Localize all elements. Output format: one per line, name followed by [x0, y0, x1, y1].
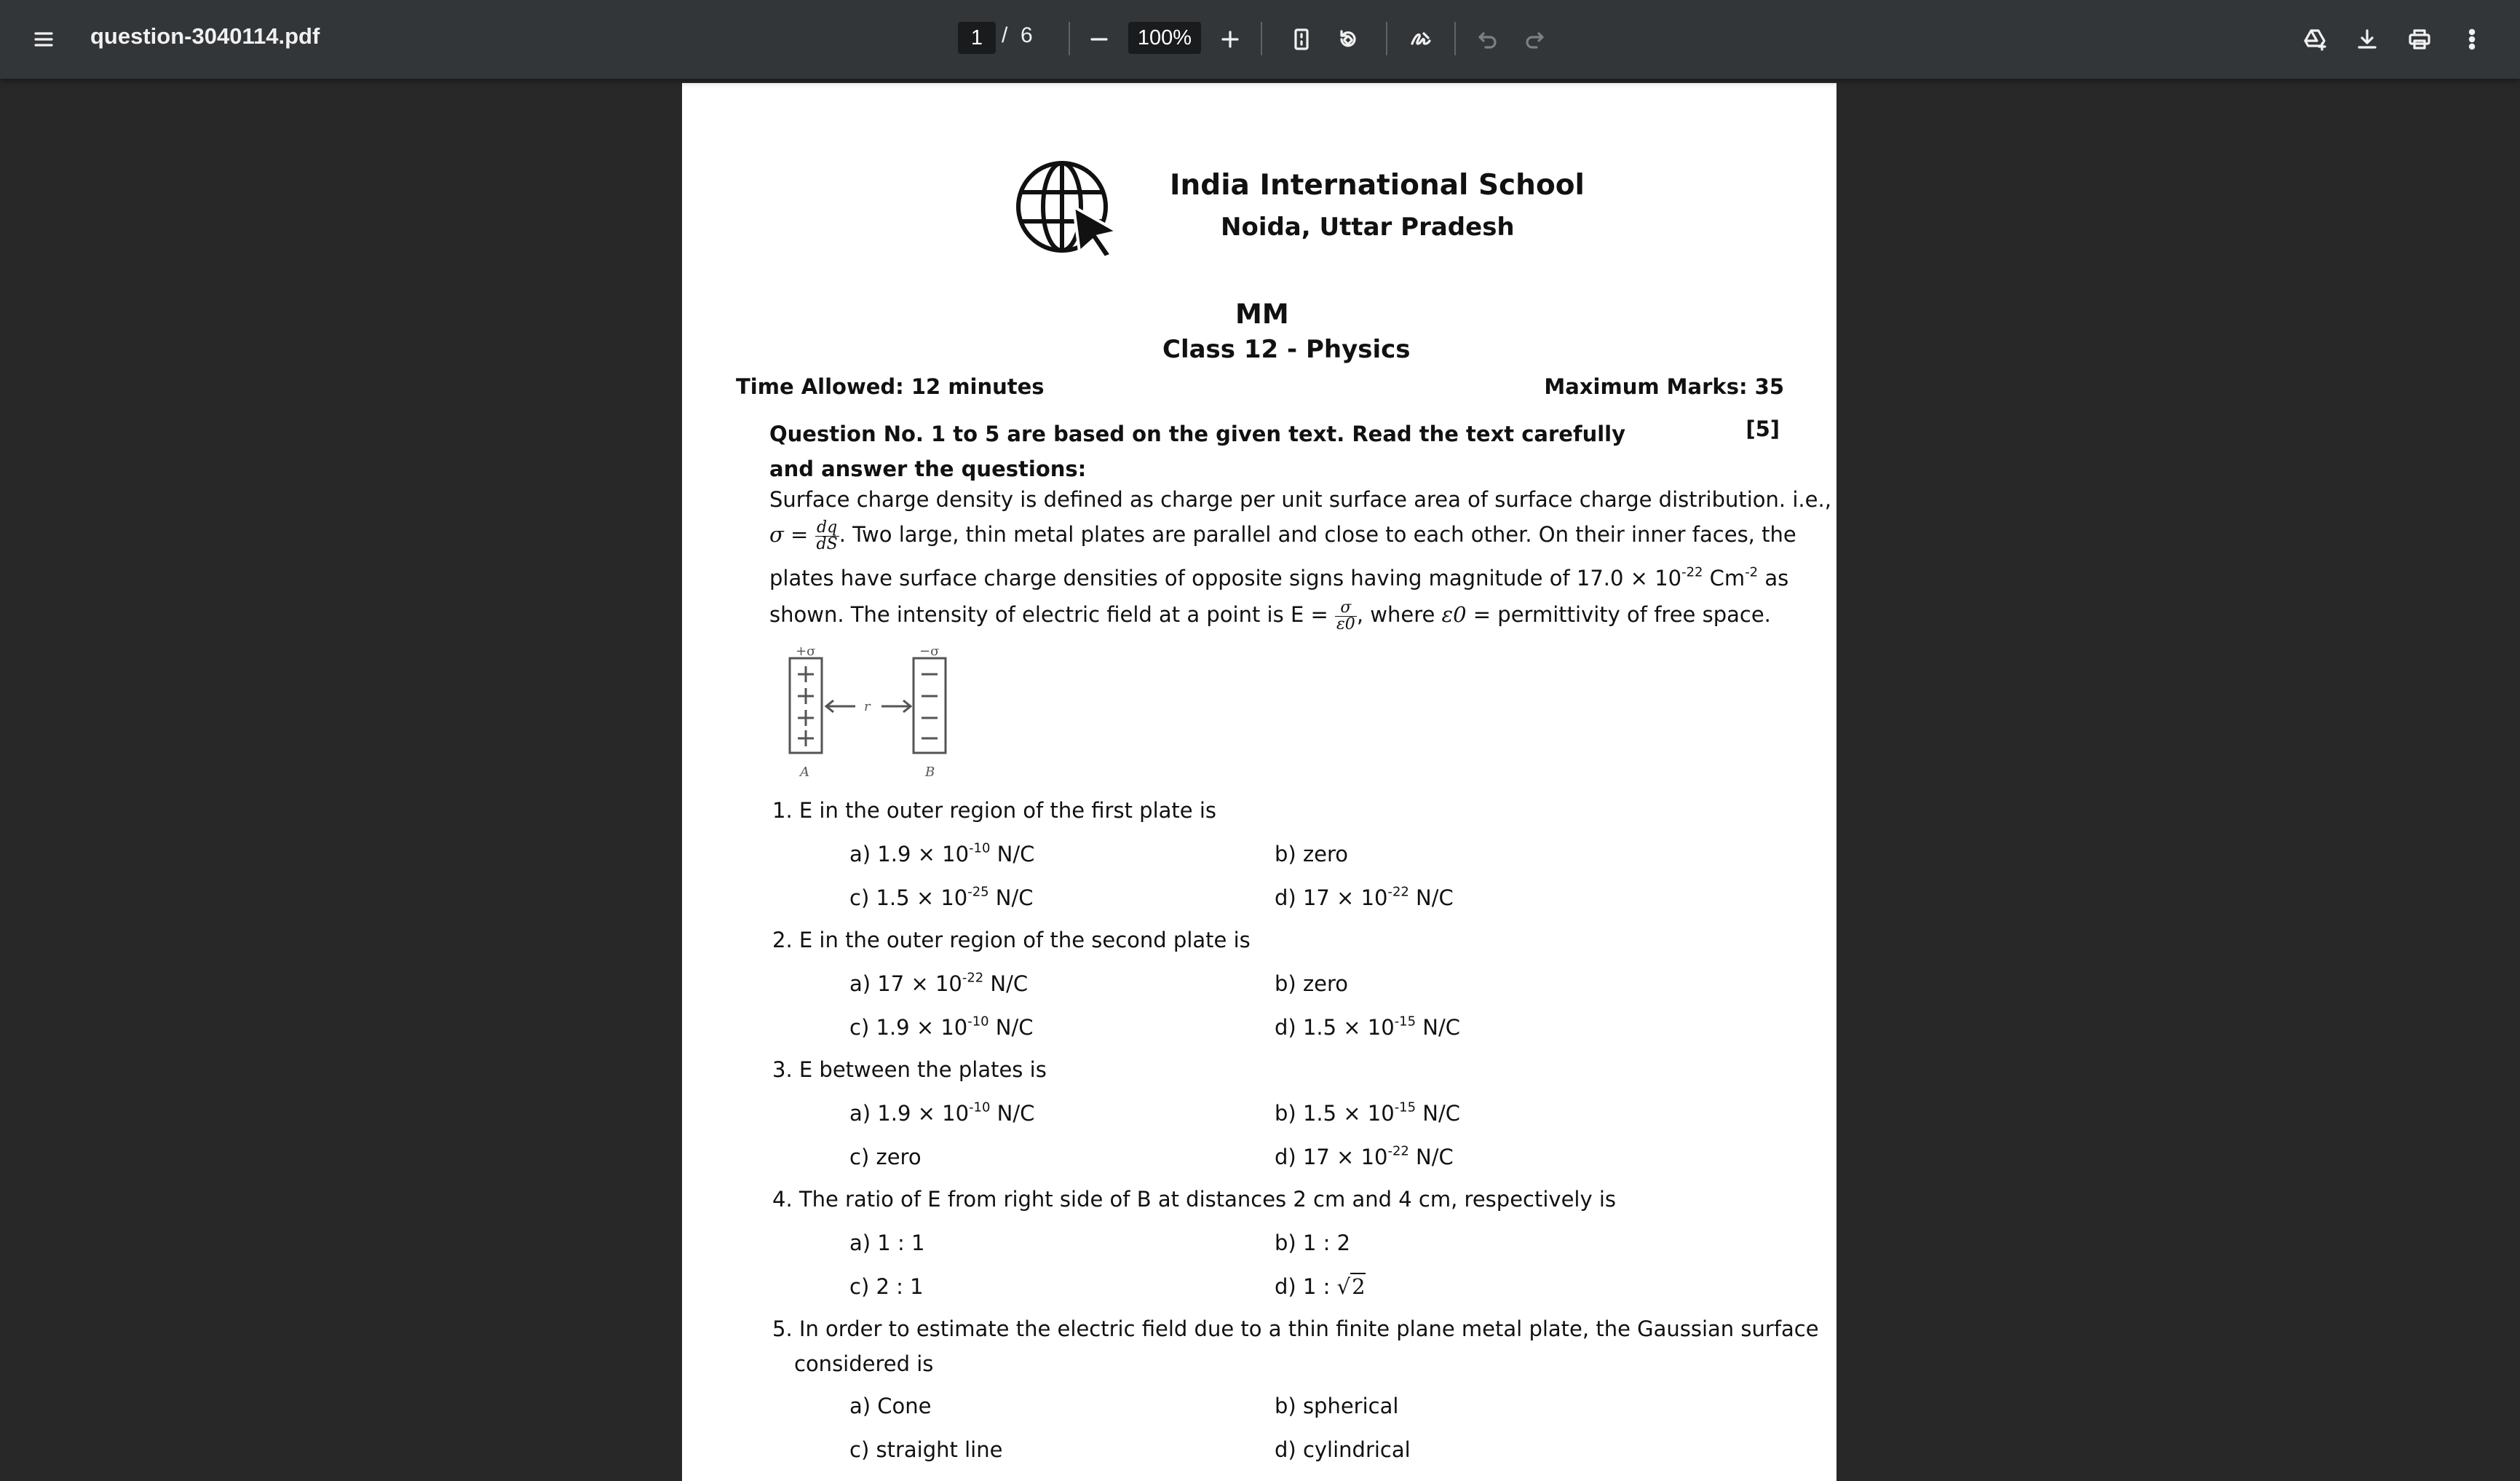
toolbar-divider	[1261, 22, 1262, 55]
passage-line-2: σ = $\frac{dq}{dS}$ . Two large, thin metal plates are parallel and close to each other. On their inner faces, the	[769, 518, 1796, 553]
q2-option-a: a) $17 \times 10^{-22}$ N/C	[849, 970, 1029, 996]
maximum-marks: Maximum Marks: 35	[1544, 374, 1784, 399]
q1-option-b: b) zero	[1275, 842, 1349, 866]
toolbar-divider	[1386, 22, 1387, 55]
section-marks: [5]	[1746, 416, 1780, 441]
more-vert-icon	[2457, 25, 2487, 54]
question-5-continued: considered is	[794, 1351, 934, 1376]
passage-line-1: Surface charge density is defined as charge per unit surface area of surface charge distribution. i.e.,	[769, 487, 1831, 512]
menu-button[interactable]	[20, 16, 67, 63]
minus-icon	[1085, 25, 1114, 54]
q2-option-c: c) $1.9 \times 10^{-10}$ N/C	[849, 1014, 1034, 1040]
toolbar-divider	[1069, 22, 1070, 55]
toolbar-divider	[1454, 22, 1456, 55]
figure-plus-sigma: +σ	[796, 644, 816, 659]
fit-page-icon	[1287, 25, 1316, 54]
q4-option-a: a) 1 : 1	[849, 1231, 925, 1255]
q1-option-a: a) $1.9 \times 10^{-10}$ N/C	[849, 840, 1035, 866]
download-button[interactable]	[2344, 16, 2390, 63]
school-logo-globe-icon	[1014, 156, 1123, 258]
fraction-dq-ds: $\frac{dq}{dS}$	[816, 518, 838, 553]
school-name: India International School	[1170, 169, 1585, 202]
passage-line-4: shown. The intensity of electric field at a point is E = $\frac{\sigma}{\varepsilon 0}$ , where ε0 = permittivity of free space.	[769, 598, 1771, 633]
q3-option-b: b) $1.5 \times 10^{-15}$ N/C	[1275, 1099, 1460, 1126]
redo-icon	[1520, 25, 1549, 54]
hamburger-menu-icon	[29, 25, 58, 54]
exam-title: MM	[1235, 299, 1289, 330]
passage-line-3: plates have surface charge densities of opposite signs having magnitude of $17.0 \times 10^{-22}$ $Cm^{-2}$ as	[769, 564, 1789, 591]
question-2: 2. E in the outer region of the second plate is	[772, 928, 1251, 952]
q3-option-d: d) $17 \times 10^{-22}$ N/C	[1275, 1143, 1454, 1169]
q3-option-a: a) $1.9 \times 10^{-10}$ N/C	[849, 1099, 1035, 1126]
figure-distance-r: r	[864, 699, 871, 714]
zoom-out-button[interactable]	[1076, 16, 1122, 63]
figure-label-a: A	[800, 765, 809, 780]
fraction-sigma-eps0: $\frac{\sigma}{\varepsilon 0}$	[1336, 598, 1355, 633]
time-allowed: Time Allowed: 12 minutes	[736, 374, 1045, 399]
print-icon	[2405, 25, 2434, 54]
sqrt-2: √2	[1336, 1274, 1366, 1299]
redo-button[interactable]	[1511, 16, 1558, 63]
page-number-input[interactable]: 1	[958, 22, 996, 54]
pdf-page	[682, 83, 1836, 1481]
charged-plates-figure	[774, 644, 948, 791]
q4-option-b: b) 1 : 2	[1275, 1231, 1351, 1255]
download-icon	[2353, 25, 2382, 54]
q5-option-d: d) cylindrical	[1275, 1437, 1411, 1462]
question-1: 1. E in the outer region of the first plate is	[772, 798, 1217, 823]
q5-option-b: b) spherical	[1275, 1394, 1399, 1418]
question-3: 3. E between the plates is	[772, 1057, 1047, 1082]
q1-option-c: c) $1.5 \times 10^{-25}$ N/C	[849, 884, 1034, 910]
print-button[interactable]	[2396, 16, 2443, 63]
undo-button[interactable]	[1465, 16, 1511, 63]
drive-add-icon	[2300, 25, 2329, 54]
zoom-in-button[interactable]	[1207, 16, 1253, 63]
rotate-button[interactable]	[1325, 16, 1371, 63]
q2-option-d: d) $1.5 \times 10^{-15}$ N/C	[1275, 1014, 1460, 1040]
page-separator: /	[1002, 23, 1008, 47]
q3-option-c: c) zero	[849, 1145, 922, 1169]
question-4: 4. The ratio of E from right side of B at distances 2 cm and 4 cm, respectively is	[772, 1187, 1617, 1212]
draw-button[interactable]	[1398, 16, 1444, 63]
save-to-drive-button[interactable]	[2291, 16, 2338, 63]
q5-option-a: a) Cone	[849, 1394, 932, 1418]
figure-label-b: B	[925, 765, 935, 780]
zoom-level-input[interactable]: 100%	[1128, 22, 1201, 54]
q2-option-b: b) zero	[1275, 971, 1349, 996]
document-viewer[interactable]	[0, 79, 2520, 1465]
q4-option-d: d) 1 : √2	[1275, 1274, 1366, 1299]
figure-minus-sigma: −σ	[919, 644, 940, 659]
undo-icon	[1473, 25, 1502, 54]
pdf-toolbar	[0, 0, 2520, 79]
page-count: 6	[1021, 23, 1033, 47]
rotate-icon	[1334, 25, 1363, 54]
q5-option-c: c) straight line	[849, 1437, 1003, 1462]
plus-icon	[1216, 25, 1245, 54]
file-name: question-3040114.pdf	[90, 23, 320, 49]
question-instructions: Question No. 1 to 5 are based on the given text. Read the text carefully and answer the questions:	[769, 422, 1626, 481]
question-5: 5. In order to estimate the electric field due to a thin finite plane metal plate, the Gaussian surface	[772, 1316, 1819, 1341]
school-location: Noida, Uttar Pradesh	[1221, 213, 1515, 242]
draw-signature-icon	[1406, 25, 1435, 54]
fit-to-page-button[interactable]	[1278, 16, 1325, 63]
class-subject: Class 12 - Physics	[1162, 335, 1411, 364]
q4-option-c: c) 2 : 1	[849, 1274, 924, 1299]
q1-option-d: d) $17 \times 10^{-22}$ N/C	[1275, 884, 1454, 910]
more-options-button[interactable]	[2449, 16, 2495, 63]
